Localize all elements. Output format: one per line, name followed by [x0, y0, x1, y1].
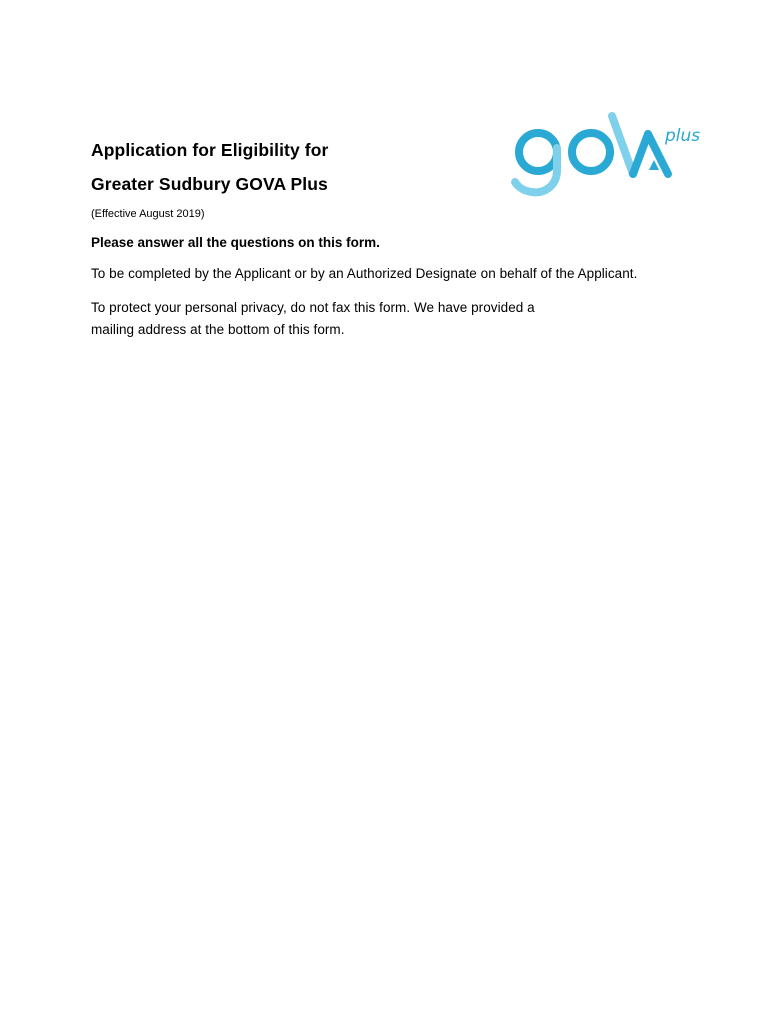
privacy-instruction	[91, 297, 535, 341]
privacy-line-2: mailing address at the bottom of this form.	[91, 322, 345, 337]
logo-v-right	[633, 134, 648, 174]
logo-v-left	[612, 116, 633, 174]
gova-plus-logo-icon	[508, 108, 713, 200]
completed-by-instruction: To be completed by the Applicant or by an Authorized Designate on behalf of the Applicant.	[91, 266, 638, 281]
page-title-line-2: Greater Sudbury GOVA Plus	[91, 174, 328, 194]
privacy-line-1: To protect your personal privacy, do not fax this form. We have provided a	[91, 300, 535, 315]
logo-g-bowl	[519, 133, 557, 171]
effective-date: (Effective August 2019)	[91, 208, 205, 220]
answer-all-instruction: Please answer all the questions on this form.	[91, 235, 380, 250]
logo-plus-text: plus	[665, 126, 701, 146]
page-title-line-1: Application for Eligibility for	[91, 140, 329, 160]
gova-plus-logo	[508, 108, 713, 200]
logo-o	[572, 133, 610, 171]
